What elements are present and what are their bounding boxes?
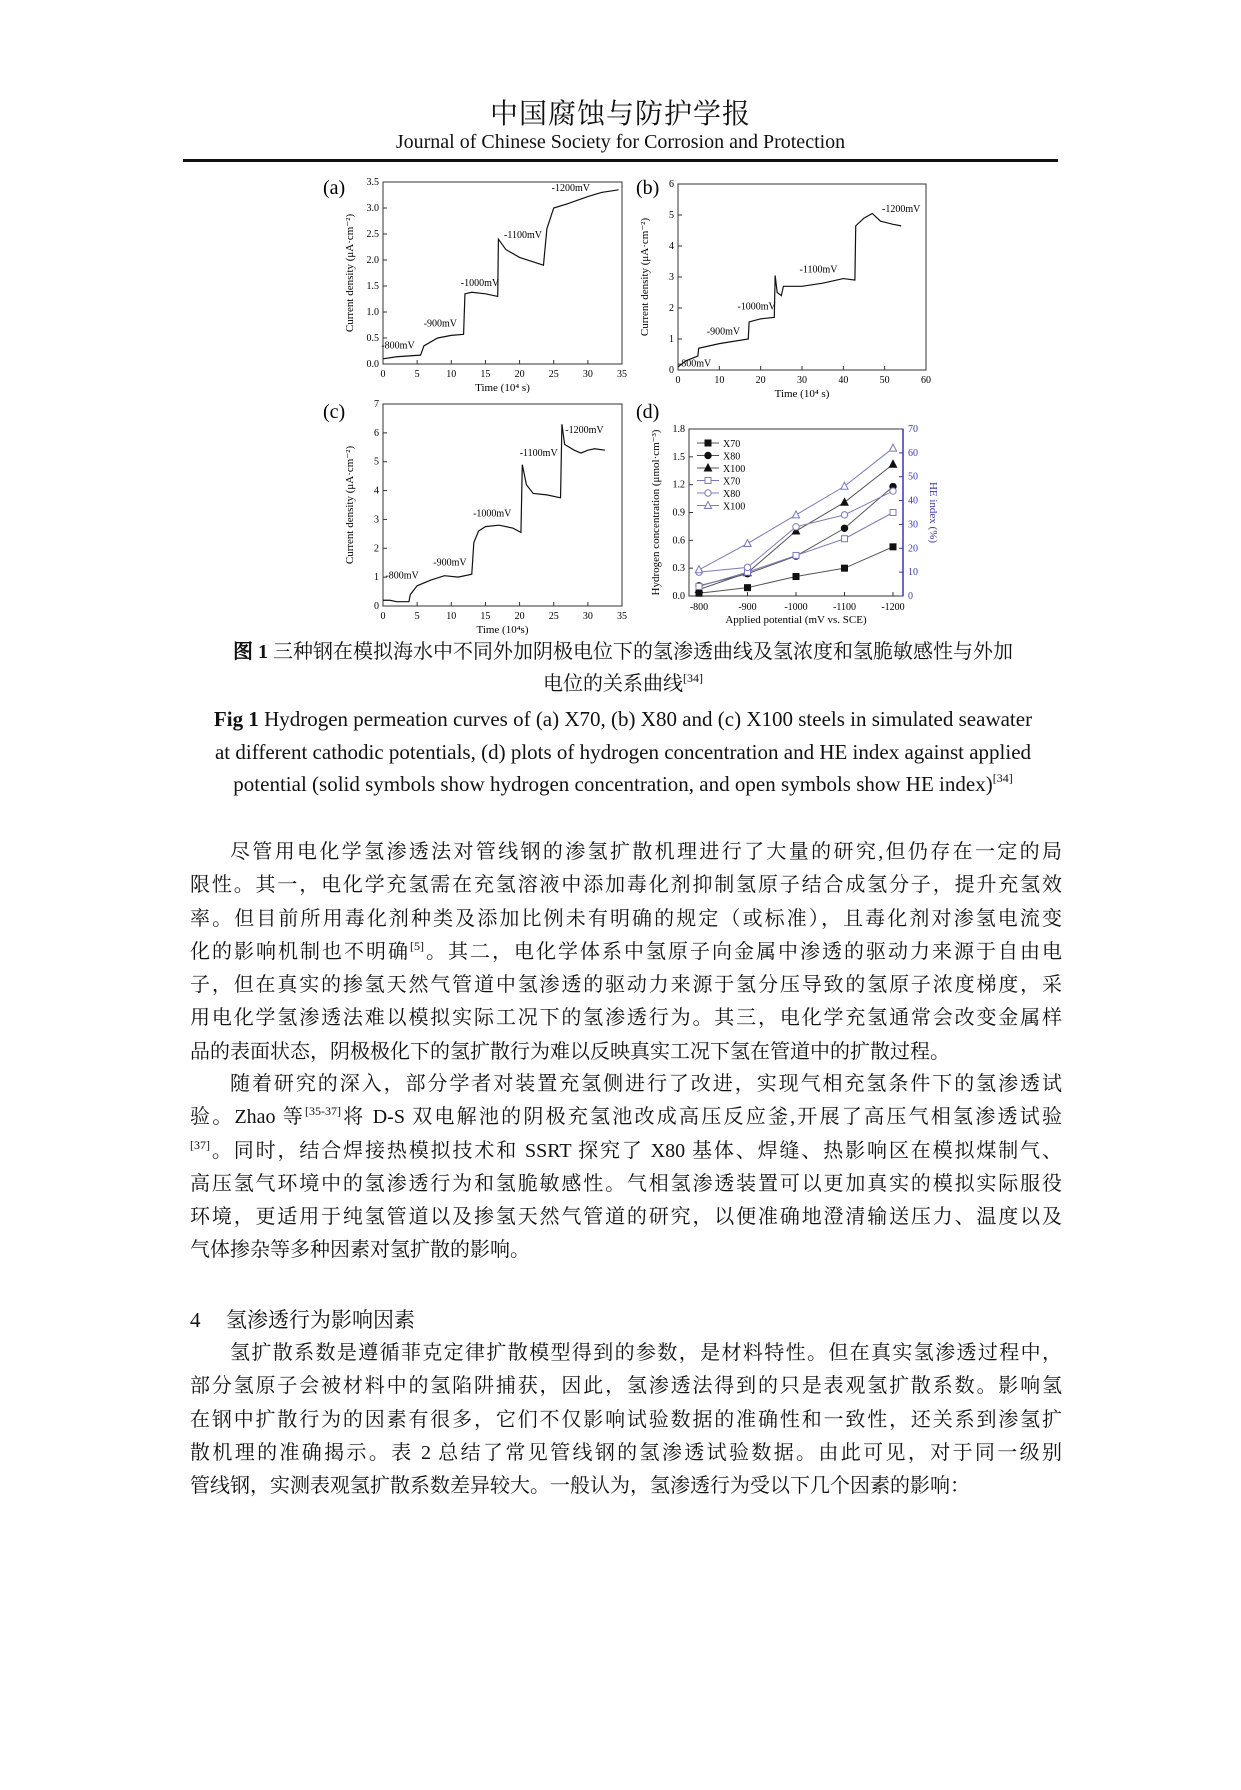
text-segment: 品的表面状态，阴极极化下的氢扩散行为难以反映真实工况下氢在管道中的扩散过程。 xyxy=(190,1040,950,1063)
text-segment: 将 D-S 双电解池的阴极充氢池改成高压反应釜,开展了高压气相氢渗透试验 xyxy=(341,1106,1062,1129)
text-line xyxy=(190,1201,1062,1234)
data-point xyxy=(889,444,896,451)
potential-annotation: -1200mV xyxy=(882,203,921,215)
potential-annotation: -900mV xyxy=(423,318,458,330)
y-tick-label: 1.5 xyxy=(672,451,685,463)
potential-annotation: -1000mV xyxy=(473,508,512,520)
text-segment: 管线钢，实测表观氢扩散系数差异较大。一般认为，氢渗透行为受以下几个因素的影响： xyxy=(190,1475,970,1498)
data-point xyxy=(841,482,848,489)
y-tick-label: 6 xyxy=(374,427,379,439)
x-tick-label: 20 xyxy=(514,369,525,380)
text-line xyxy=(190,1002,1062,1035)
plot-frame xyxy=(383,182,622,364)
y2-axis-title: HE index (%) xyxy=(927,481,939,544)
current-density-curve xyxy=(383,190,619,359)
y-tick-label: 0.3 xyxy=(672,563,685,575)
y-tick-label: 0.0 xyxy=(366,359,379,370)
text-line xyxy=(190,1370,1062,1403)
text-line xyxy=(190,869,1062,902)
text-line xyxy=(190,1168,1062,1201)
y-tick-label: 2 xyxy=(374,543,379,555)
legend-label: X70 xyxy=(723,439,741,450)
x-tick-label: 5 xyxy=(414,611,420,622)
text-segment: 环境，更适用于纯氢管道以及掺氢天然气管道的研究，以便准确地澄清输送压力、温度以及 xyxy=(190,1206,1062,1229)
x-tick-label: -1100 xyxy=(833,602,856,613)
y-tick-label: 5 xyxy=(669,210,674,221)
x-tick-label: 0 xyxy=(380,369,386,380)
text-segment: 验。Zhao 等 xyxy=(190,1106,306,1129)
panel-label: (b) xyxy=(636,177,660,199)
text-line xyxy=(190,1036,1062,1069)
caption-en-label: Fig 1 xyxy=(213,707,259,731)
legend-marker xyxy=(705,478,711,484)
potential-annotation: -800mV xyxy=(677,358,712,370)
y-tick-label: 0.5 xyxy=(366,333,379,344)
data-point xyxy=(842,536,848,542)
y-tick-label: 4 xyxy=(374,485,379,497)
text-line xyxy=(190,1101,1062,1134)
y-tick-label: 4 xyxy=(669,241,674,252)
caption-en-text: Hydrogen permeation curves of (a) X70, (b) X80 and (c) X100 steels in simulated seawater xyxy=(264,707,1033,731)
text-segment: 在钢中扩散行为的因素有很多，它们不仅影响试验数据的准确性和一致性，还关系到渗氢扩 xyxy=(190,1408,1062,1431)
caption-cn-text: 三种钢在模拟海水中不同外加阴极电位下的氢渗透曲线及氢浓度和氢脆敏感性与外加 xyxy=(273,641,1013,663)
section-title: 氢渗透行为影响因素 xyxy=(226,1308,415,1332)
data-point xyxy=(841,525,847,531)
data-point xyxy=(841,512,847,518)
text-segment: 化的影响机制也不明确 xyxy=(190,940,410,963)
x-tick-label: -1000 xyxy=(784,602,808,613)
data-point xyxy=(890,510,896,516)
data-point xyxy=(890,544,896,550)
panel-label: (a) xyxy=(323,177,346,199)
y2-tick-label: 40 xyxy=(908,495,918,507)
data-point xyxy=(744,540,751,547)
caption-en-line3 xyxy=(187,768,1059,801)
text-line xyxy=(190,936,1062,969)
y-tick-label: 1.5 xyxy=(366,281,379,292)
text-segment: 用电化学氢渗透法难以模拟实际工况下的氢渗透行为。其三，电化学充氢通常会改变金属样 xyxy=(190,1007,1062,1030)
paragraph-3 xyxy=(190,1337,1062,1503)
data-point xyxy=(793,524,799,530)
y2-tick-label: 20 xyxy=(908,543,918,555)
text-segment: 子，但在真实的掺氢天然气管道中氢渗透的驱动力来源于氢分压导致的氢原子浓度梯度，采 xyxy=(190,974,1062,997)
citation-ref: [5] xyxy=(410,938,424,953)
y2-tick-label: 50 xyxy=(908,471,918,483)
x-tick-label: 10 xyxy=(714,375,725,386)
data-point xyxy=(793,552,799,558)
current-density-curve xyxy=(678,213,901,366)
text-line xyxy=(190,836,1062,869)
y2-tick-label: 30 xyxy=(908,519,918,531)
potential-annotation: -800mV xyxy=(381,340,415,352)
legend-label: X100 xyxy=(723,501,746,513)
figure-1 xyxy=(0,0,1241,640)
potential-annotation: -1200mV xyxy=(551,182,590,194)
x-tick-label: 5 xyxy=(414,369,420,380)
y-tick-label: 3 xyxy=(669,272,674,283)
caption-cn-line2 xyxy=(187,668,1059,701)
x-tick-label: 0 xyxy=(380,611,386,622)
text-segment: 。同时，结合焊接热模拟技术和 SSRT 探究了 X80 基体、焊缝、热影响区在模拟煤制气、 xyxy=(210,1139,1062,1162)
y-tick-label: 2.0 xyxy=(366,255,379,266)
potential-annotation: -1100mV xyxy=(519,447,558,459)
legend-label: X80 xyxy=(723,489,741,500)
caption-cn-label: 图 1 xyxy=(233,641,268,663)
data-point xyxy=(792,511,799,518)
x-tick-label: 25 xyxy=(548,611,559,622)
x-axis-title: Time (10⁴s) xyxy=(476,624,529,636)
caption-cn-text2: 电位的关系曲线 xyxy=(543,673,683,695)
text-segment: 气体掺杂等多种因素对氢扩散的影响。 xyxy=(190,1239,530,1262)
y-tick-label: 3.5 xyxy=(366,177,379,188)
legend-marker xyxy=(705,490,711,496)
x-tick-label: 10 xyxy=(446,611,457,622)
potential-annotation: -900mV xyxy=(433,557,467,569)
legend-label: X80 xyxy=(723,451,741,463)
text-line xyxy=(190,1470,1062,1503)
y-tick-label: 1 xyxy=(374,572,379,584)
y-tick-label: 1 xyxy=(669,334,674,345)
caption-en-text3: potential (solid symbols show hydrogen concentration, and open symbols show HE index) xyxy=(233,772,993,796)
potential-annotation: -1100mV xyxy=(799,264,838,276)
x-axis-title: Time (10⁴ s) xyxy=(774,388,830,400)
text-line xyxy=(190,1337,1062,1370)
potential-annotation: -1200mV xyxy=(565,424,604,436)
text-segment: 高压氢气环境中的氢渗透行为和氢脆敏感性。气相氢渗透装置可以更加真实的模拟实际服役 xyxy=(190,1172,1062,1195)
legend-marker xyxy=(705,440,711,446)
x-tick-label: 0 xyxy=(675,375,681,386)
y2-tick-label: 0 xyxy=(908,591,913,602)
x-axis-title: Applied potential (mV vs. SCE) xyxy=(725,614,867,626)
potential-annotation: -900mV xyxy=(706,326,741,338)
y-tick-label: 7 xyxy=(374,399,379,410)
x-tick-label: -900 xyxy=(738,602,757,613)
data-point xyxy=(695,566,702,573)
panel-label: (c) xyxy=(323,401,346,423)
section-number: 4 xyxy=(190,1308,201,1332)
data-point xyxy=(842,565,848,571)
text-segment: 限性。其一，电化学充氢需在充氢溶液中添加毒化剂抑制氢原子结合成氢分子，提升充氢效 xyxy=(190,874,1062,897)
x-axis-title: Time (10⁴ s) xyxy=(475,382,530,394)
x-tick-label: 15 xyxy=(480,369,491,380)
data-point xyxy=(841,498,848,505)
potential-annotation: -800mV xyxy=(385,570,419,582)
x-tick-label: 20 xyxy=(514,611,525,622)
caption-en-line2: at different cathodic potentials, (d) plots of hydrogen concentration and HE index against applied xyxy=(214,740,1032,764)
x-tick-label: 25 xyxy=(548,369,559,380)
y2-tick-label: 60 xyxy=(908,447,918,459)
y-tick-label: 0 xyxy=(669,365,674,376)
x-tick-label: 30 xyxy=(797,375,807,386)
text-segment: 部分氢原子会被材料中的氢陷阱捕获，因此，氢渗透法得到的只是表观氢扩散系数。影响氢 xyxy=(190,1375,1062,1398)
text-segment: 随着研究的深入，部分学者对装置充氢侧进行了改进，实现气相充氢条件下的氢渗透试 xyxy=(230,1073,1062,1095)
y-tick-label: 5 xyxy=(374,456,379,468)
potential-annotation: -1000mV xyxy=(737,301,776,313)
y-tick-label: 2.5 xyxy=(366,229,379,240)
data-point xyxy=(745,585,751,591)
x-tick-label: 40 xyxy=(838,375,849,386)
legend-marker xyxy=(705,452,711,458)
text-segment: 氢扩散系数是遵循菲克定律扩散模型得到的参数，是材料特性。但在真实氢渗透过程中， xyxy=(230,1342,1062,1364)
x-tick-label: -1200 xyxy=(881,602,905,613)
y-tick-label: 0 xyxy=(374,601,379,612)
data-point xyxy=(889,460,896,467)
y2-tick-label: 70 xyxy=(908,424,918,435)
journal-title-cn: 中国腐蚀与防护学报 xyxy=(489,99,751,130)
x-tick-label: 35 xyxy=(617,369,627,380)
text-line xyxy=(190,1068,1062,1101)
panel-label: (d) xyxy=(636,401,660,423)
section-heading xyxy=(190,1304,415,1334)
x-tick-label: 30 xyxy=(582,369,593,380)
potential-annotation: -1100mV xyxy=(504,230,542,242)
y-tick-label: 1.0 xyxy=(366,307,379,318)
caption-cn-line1 xyxy=(187,636,1059,669)
y-axis-title: Current density (μA·cm⁻²) xyxy=(344,213,356,333)
x-tick-label: 10 xyxy=(446,369,457,380)
y-tick-label: 3 xyxy=(374,514,379,526)
y-tick-label: 3.0 xyxy=(366,203,379,214)
y-axis-title: Current density (μA·cm⁻²) xyxy=(344,445,356,565)
text-line xyxy=(190,969,1062,1002)
y-tick-label: 6 xyxy=(669,179,674,190)
text-segment: 。其二，电化学体系中氢原子向金属中渗透的驱动力来源于自由电 xyxy=(424,940,1062,963)
text-segment: 率。但目前所用毒化剂种类及添加比例未有明确的规定（或标准），且毒化剂对渗氢电流变 xyxy=(190,907,1062,930)
y-tick-label: 2 xyxy=(669,303,674,314)
citation-ref: [37] xyxy=(190,1137,210,1152)
text-line xyxy=(190,1404,1062,1437)
y-tick-label: 1.8 xyxy=(672,424,685,435)
text-line xyxy=(190,1234,1062,1267)
data-point xyxy=(890,488,896,494)
citation-ref: [35-37] xyxy=(305,1104,342,1119)
y2-tick-label: 10 xyxy=(908,567,918,579)
data-point xyxy=(696,583,702,589)
text-line xyxy=(190,1437,1062,1470)
legend-label: X70 xyxy=(723,476,741,488)
paragraph-2 xyxy=(190,1068,1062,1268)
x-tick-label: 15 xyxy=(480,611,491,622)
potential-annotation: -1000mV xyxy=(460,278,500,289)
y-tick-label: 0.0 xyxy=(672,591,685,602)
caption-en-ref: [34] xyxy=(992,771,1013,785)
x-tick-label: 35 xyxy=(617,611,627,622)
x-tick-label: 20 xyxy=(755,375,766,386)
y-tick-label: 0.6 xyxy=(672,535,685,547)
x-tick-label: 50 xyxy=(879,375,890,386)
x-tick-label: -800 xyxy=(689,602,709,613)
x-tick-label: 30 xyxy=(582,611,593,622)
text-segment: 尽管用电化学氢渗透法对管线钢的渗氢扩散机理进行了大量的研究,但仍存在一定的局 xyxy=(230,841,1062,863)
y-tick-label: 1.2 xyxy=(672,479,685,491)
text-line xyxy=(190,903,1062,936)
paragraph-1 xyxy=(190,836,1062,1069)
x-tick-label: 60 xyxy=(921,375,931,386)
caption-cn-ref: [34] xyxy=(683,671,703,685)
text-line xyxy=(190,1135,1062,1168)
y-axis-title: Hydrogen concentration (μmol·cm⁻³) xyxy=(650,429,662,596)
y-axis-title: Current density (μA·cm⁻²) xyxy=(639,217,651,337)
caption-en-line1 xyxy=(187,703,1059,736)
legend-label: X100 xyxy=(723,464,746,475)
y-tick-label: 0.9 xyxy=(672,507,685,519)
data-point xyxy=(744,564,750,570)
data-point xyxy=(793,574,799,580)
text-segment: 散机理的准确揭示。表 2 总结了常见管线钢的氢渗透试验数据。由此可见，对于同一级别 xyxy=(190,1441,1062,1464)
journal-title-en: Journal of Chinese Society for Corrosion and Protection xyxy=(395,131,846,153)
